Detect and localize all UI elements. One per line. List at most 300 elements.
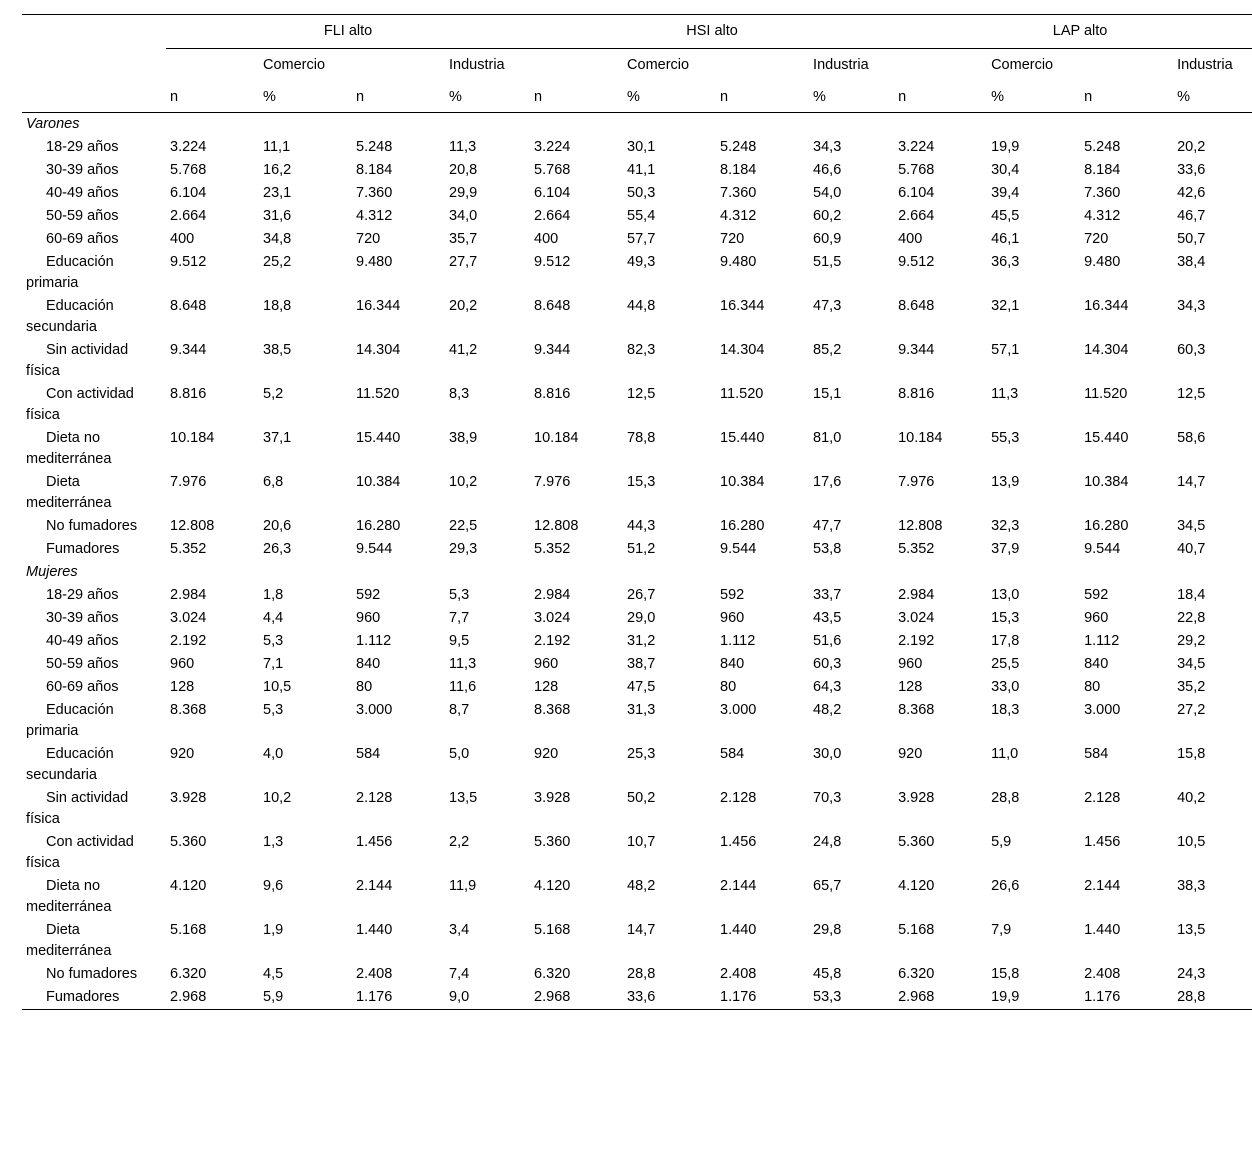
table-row	[22, 676, 1252, 699]
row-label	[22, 919, 166, 963]
table-cell: 2.408	[356, 966, 393, 982]
table-cell: 2.192	[534, 633, 571, 649]
row-label	[22, 699, 166, 743]
table-cell: 5,9	[991, 834, 1012, 850]
table-cell: 17,8	[991, 633, 1020, 649]
empty-cell	[809, 113, 894, 137]
table-cell: 29,8	[813, 922, 842, 938]
table-cell: 36,3	[991, 254, 1020, 270]
table-cell: 16.344	[356, 298, 401, 314]
table-cell: 6.320	[170, 966, 207, 982]
header-spacer	[166, 49, 259, 83]
table-cell: 60,9	[813, 231, 842, 247]
row-label	[22, 538, 166, 561]
table-cell: 27,2	[1177, 702, 1206, 718]
table-cell: 2,2	[449, 834, 470, 850]
empty-cell	[352, 113, 445, 137]
table-cell: 3.928	[898, 790, 935, 806]
table-cell: 6,8	[263, 474, 284, 490]
table-cell: 50,7	[1177, 231, 1206, 247]
table-cell: 17,6	[813, 474, 842, 490]
group-header-fli: FLI alto	[166, 15, 530, 49]
table-cell: 16.280	[1084, 518, 1129, 534]
row-label-first: Dieta no	[46, 878, 101, 894]
table-cell: 1.112	[720, 633, 756, 649]
table-cell: 9.480	[720, 254, 757, 270]
table-row	[22, 383, 1252, 427]
table-cell: 41,2	[449, 342, 478, 358]
row-label	[22, 136, 166, 159]
table-cell: 10,5	[263, 679, 292, 695]
table-cell: 38,7	[627, 656, 656, 672]
table-cell: 4.312	[1084, 208, 1121, 224]
header-subgroup-row	[22, 49, 1252, 83]
table-cell: 10.184	[170, 430, 215, 446]
table-cell: 960	[720, 610, 745, 626]
table-cell: 8.816	[898, 386, 935, 402]
column-header: n	[894, 82, 987, 113]
table-cell: 960	[534, 656, 559, 672]
table-cell: 2.192	[170, 633, 207, 649]
column-header: n	[1080, 82, 1173, 113]
table-cell: 40,2	[1177, 790, 1206, 806]
table-cell: 1.456	[720, 834, 757, 850]
table-row	[22, 630, 1252, 653]
data-table	[22, 14, 1252, 1010]
row-label-first: Sin	[46, 342, 67, 358]
row-label	[22, 471, 166, 515]
table-cell: 18,8	[263, 298, 292, 314]
empty-cell	[352, 561, 445, 584]
row-label-first: 60-69 años	[46, 231, 119, 247]
table-cell: 13,5	[449, 790, 478, 806]
table-cell: 5,0	[449, 746, 470, 762]
table-cell: 9.344	[898, 342, 935, 358]
row-label-rest: primaria	[26, 723, 79, 739]
column-header: %	[809, 82, 894, 113]
table-row	[22, 295, 1252, 339]
table-cell: 7,7	[449, 610, 470, 626]
table-cell: 960	[1084, 610, 1109, 626]
table-cell: 920	[170, 746, 195, 762]
table-cell: 15,8	[991, 966, 1020, 982]
column-header: n	[530, 82, 623, 113]
table-row	[22, 515, 1252, 538]
row-label	[22, 205, 166, 228]
table-cell: 3.000	[1084, 702, 1121, 718]
subgroup-header: Industria	[1177, 57, 1233, 73]
table-cell: 51,2	[627, 541, 656, 557]
table-cell: 34,8	[263, 231, 292, 247]
row-label-first: 50-59 años	[46, 656, 119, 672]
row-label-first: No	[46, 518, 65, 534]
row-label-rest: mediterránea	[26, 495, 112, 511]
table-cell: 42,6	[1177, 185, 1206, 201]
column-header: n	[352, 82, 445, 113]
column-header: %	[623, 82, 716, 113]
table-cell: 2.984	[534, 587, 571, 603]
table-cell: 48,2	[627, 878, 656, 894]
table-cell: 9,0	[445, 986, 530, 1010]
table-cell: 8.184	[356, 162, 393, 178]
row-label-first: 40-49 años	[46, 185, 119, 201]
table-cell: 47,7	[813, 518, 842, 534]
table-cell: 55,3	[991, 430, 1020, 446]
table-cell: 14,7	[1177, 474, 1206, 490]
table-row	[22, 159, 1252, 182]
table-cell: 20,8	[449, 162, 478, 178]
table-row	[22, 743, 1252, 787]
table-cell: 25,5	[991, 656, 1020, 672]
table-row	[22, 538, 1252, 561]
table-cell: 49,3	[627, 254, 656, 270]
table-cell: 6.320	[898, 966, 935, 982]
table-cell: 20,6	[263, 518, 292, 534]
table-cell: 7.360	[720, 185, 757, 201]
table-cell: 720	[356, 231, 381, 247]
row-label-first: 40-49 años	[46, 633, 119, 649]
table-cell: 1.456	[1084, 834, 1121, 850]
table-cell: 44,3	[627, 518, 656, 534]
table-cell: 24,8	[813, 834, 842, 850]
table-cell: 11,1	[263, 139, 291, 155]
table-cell: 5,3	[263, 702, 284, 718]
table-cell: 3.928	[534, 790, 571, 806]
table-cell: 7.360	[1084, 185, 1121, 201]
section-row	[22, 113, 1252, 137]
empty-cell	[987, 113, 1080, 137]
table-cell: 8.368	[898, 702, 935, 718]
row-label	[22, 228, 166, 251]
table-cell: 10.384	[720, 474, 765, 490]
table-cell: 9.344	[170, 342, 207, 358]
table-cell: 43,5	[813, 610, 842, 626]
table-row	[22, 986, 1252, 1010]
table-cell: 3,4	[449, 922, 470, 938]
row-label	[22, 182, 166, 205]
table-cell: 25,2	[263, 254, 292, 270]
table-cell: 15,8	[1177, 746, 1206, 762]
table-cell: 6.104	[534, 185, 571, 201]
row-label	[22, 831, 166, 875]
row-label-first: 60-69 años	[46, 679, 119, 695]
table-cell: 4.120	[898, 878, 935, 894]
table-cell: 13,5	[1177, 922, 1206, 938]
column-header: %	[987, 82, 1080, 113]
table-cell: 26,7	[627, 587, 656, 603]
empty-cell	[530, 561, 623, 584]
table-cell: 8.648	[534, 298, 571, 314]
table-cell: 60,3	[813, 656, 842, 672]
table-cell: 4.312	[356, 208, 393, 224]
table-cell: 8.648	[170, 298, 207, 314]
table-cell: 8.368	[170, 702, 207, 718]
table-cell: 10,2	[263, 790, 292, 806]
row-label	[22, 787, 166, 831]
table-cell: 4,0	[263, 746, 284, 762]
row-label-first: Educación	[46, 746, 114, 762]
table-cell: 14.304	[1084, 342, 1129, 358]
table-cell: 53,3	[809, 986, 894, 1010]
table-cell: 32,1	[991, 298, 1020, 314]
table-cell: 5.768	[534, 162, 571, 178]
table-cell: 2.984	[170, 587, 207, 603]
empty-cell	[1080, 561, 1173, 584]
table-cell: 11,9	[449, 878, 477, 894]
table-row	[22, 607, 1252, 630]
row-label-rest: actividad física	[26, 790, 129, 827]
table-cell: 11,3	[449, 139, 477, 155]
table-cell: 4.120	[170, 878, 207, 894]
table-cell: 10,2	[449, 474, 478, 490]
section-title: Mujeres	[26, 564, 78, 580]
table-cell: 1.440	[356, 922, 393, 938]
table-cell: 2.128	[356, 790, 393, 806]
table-cell: 16.344	[1084, 298, 1129, 314]
table-cell: 15,3	[627, 474, 656, 490]
table-cell: 24,3	[1177, 966, 1206, 982]
table-cell: 584	[1084, 746, 1109, 762]
row-label	[22, 875, 166, 919]
table-cell: 720	[720, 231, 745, 247]
table-cell: 80	[356, 679, 373, 695]
table-cell: 3.000	[720, 702, 757, 718]
table-cell: 8.368	[534, 702, 571, 718]
row-label	[22, 584, 166, 607]
table-cell: 9,5	[449, 633, 470, 649]
table-cell: 840	[720, 656, 745, 672]
table-cell: 9.544	[720, 541, 757, 557]
row-label	[22, 676, 166, 699]
empty-cell	[445, 113, 530, 137]
table-cell: 33,6	[1177, 162, 1206, 178]
table-cell: 960	[170, 656, 195, 672]
table-cell: 32,3	[991, 518, 1020, 534]
table-cell: 46,7	[1177, 208, 1206, 224]
table-row	[22, 875, 1252, 919]
table-cell: 11,3	[449, 656, 477, 672]
table-cell: 9.480	[1084, 254, 1121, 270]
table-cell: 29,2	[1177, 633, 1206, 649]
table-cell: 30,1	[627, 139, 656, 155]
table-cell: 38,9	[449, 430, 478, 446]
table-cell: 60,3	[1177, 342, 1206, 358]
row-label-rest: mediterránea	[26, 899, 112, 915]
table-cell: 7.360	[356, 185, 393, 201]
table-cell: 5.360	[170, 834, 207, 850]
table-cell: 15.440	[1084, 430, 1129, 446]
table-row	[22, 584, 1252, 607]
table-header	[22, 15, 1252, 113]
table-cell: 1.456	[356, 834, 393, 850]
table-cell: 16.280	[720, 518, 765, 534]
table-cell: 3.224	[898, 139, 935, 155]
table-cell: 4.120	[534, 878, 571, 894]
table-cell: 9.544	[356, 541, 393, 557]
row-label-rest: mediterránea	[26, 943, 112, 959]
table-cell: 2.144	[720, 878, 757, 894]
row-label-first: Educación	[46, 254, 114, 270]
row-label	[22, 251, 166, 295]
row-label	[22, 630, 166, 653]
table-cell: 13,0	[991, 587, 1020, 603]
table-cell: 34,3	[813, 139, 842, 155]
table-cell: 46,1	[991, 231, 1020, 247]
header-corner-2	[22, 49, 166, 83]
table-cell: 7.976	[170, 474, 207, 490]
table-cell: 9,6	[263, 878, 284, 894]
row-label-rest: actividad física	[26, 834, 134, 871]
table-cell: 7,1	[263, 656, 284, 672]
table-cell: 3.928	[170, 790, 207, 806]
table-cell: 4,4	[263, 610, 284, 626]
table-cell: 45,8	[813, 966, 842, 982]
table-cell: 3.024	[898, 610, 935, 626]
empty-cell	[259, 113, 352, 137]
row-label	[22, 743, 166, 787]
table-cell: 592	[1084, 587, 1109, 603]
table-cell: 9.512	[170, 254, 207, 270]
table-cell: 11.520	[720, 386, 764, 402]
empty-cell	[809, 561, 894, 584]
table-cell: 5,9	[259, 986, 352, 1010]
table-cell: 22,8	[1177, 610, 1206, 626]
empty-cell	[530, 113, 623, 137]
column-header: n	[716, 82, 809, 113]
row-label-rest: actividad física	[26, 342, 129, 379]
table-cell: 12,5	[1177, 386, 1206, 402]
header-column-row	[22, 82, 1252, 113]
table-cell: 25,3	[627, 746, 656, 762]
row-label-first: Con	[46, 834, 73, 850]
empty-cell	[716, 113, 809, 137]
table-cell: 29,9	[449, 185, 478, 201]
section-row	[22, 561, 1252, 584]
table-cell: 6.320	[534, 966, 571, 982]
table-cell: 584	[720, 746, 745, 762]
table-row	[22, 831, 1252, 875]
table-cell: 3.000	[356, 702, 393, 718]
table-cell: 5.168	[534, 922, 571, 938]
table-cell: 840	[1084, 656, 1109, 672]
empty-cell	[1173, 561, 1252, 584]
table-cell: 5.168	[170, 922, 207, 938]
empty-cell	[623, 113, 716, 137]
table-cell: 85,2	[813, 342, 842, 358]
table-cell: 20,2	[449, 298, 478, 314]
table-cell: 30,0	[813, 746, 842, 762]
table-cell: 5.768	[898, 162, 935, 178]
table-cell: 19,9	[991, 139, 1020, 155]
table-cell: 26,3	[263, 541, 292, 557]
table-cell: 2.968	[894, 986, 987, 1010]
table-cell: 16,2	[263, 162, 292, 178]
table-cell: 34,5	[1177, 656, 1206, 672]
row-label-first: 30-39 años	[46, 162, 119, 178]
table-cell: 9.344	[534, 342, 571, 358]
table-cell: 1,9	[263, 922, 284, 938]
row-label	[22, 339, 166, 383]
table-cell: 47,3	[813, 298, 842, 314]
table-cell: 1.176	[1080, 986, 1173, 1010]
row-label	[22, 986, 166, 1010]
table-cell: 16.344	[720, 298, 765, 314]
table-cell: 5.360	[534, 834, 571, 850]
table-cell: 31,6	[263, 208, 292, 224]
table-row	[22, 205, 1252, 228]
table-cell: 7.976	[898, 474, 935, 490]
table-cell: 51,5	[813, 254, 842, 270]
table-cell: 8.648	[898, 298, 935, 314]
row-label-rest: secundaria	[26, 319, 97, 335]
table-cell: 2.968	[530, 986, 623, 1010]
row-label-rest: actividad física	[26, 386, 134, 423]
table-cell: 840	[356, 656, 381, 672]
table-cell: 39,4	[991, 185, 1020, 201]
subgroup-header: Comercio	[991, 57, 1054, 73]
empty-cell	[623, 561, 716, 584]
table-cell: 10.384	[1084, 474, 1129, 490]
row-label-first: Sin	[46, 790, 67, 806]
table-cell: 14,7	[627, 922, 656, 938]
row-label	[22, 383, 166, 427]
table-cell: 78,8	[627, 430, 656, 446]
table-cell: 8,3	[449, 386, 470, 402]
table-cell: 7,9	[991, 922, 1012, 938]
table-cell: 82,3	[627, 342, 656, 358]
table-cell: 11,6	[449, 679, 477, 695]
empty-cell	[894, 561, 987, 584]
table-cell: 1,3	[263, 834, 284, 850]
table-cell: 8.816	[170, 386, 207, 402]
table-row	[22, 653, 1252, 676]
table-cell: 12.808	[898, 518, 943, 534]
table-cell: 8.816	[534, 386, 571, 402]
table-cell: 20,2	[1177, 139, 1206, 155]
empty-cell	[716, 561, 809, 584]
table-cell: 55,4	[627, 208, 656, 224]
table-cell: 1,8	[263, 587, 284, 603]
table-row	[22, 427, 1252, 471]
table-cell: 960	[356, 610, 381, 626]
row-label-rest: secundaria	[26, 767, 97, 783]
table-cell: 6.104	[898, 185, 935, 201]
row-label	[22, 963, 166, 986]
table-cell: 11,0	[991, 746, 1019, 762]
table-cell: 9.512	[534, 254, 571, 270]
table-cell: 23,1	[263, 185, 292, 201]
table-cell: 34,0	[449, 208, 478, 224]
table-cell: 128	[170, 679, 195, 695]
empty-cell	[1080, 113, 1173, 137]
table-cell: 6.104	[170, 185, 207, 201]
row-label-first: Fumadores	[46, 541, 120, 557]
column-header: %	[1173, 82, 1252, 113]
table-cell: 9.480	[356, 254, 393, 270]
table-cell: 41,1	[627, 162, 656, 178]
table-cell: 7,4	[449, 966, 470, 982]
table-cell: 28,8	[1173, 986, 1252, 1010]
table-cell: 10.184	[534, 430, 579, 446]
table-cell: 12,5	[627, 386, 656, 402]
table-cell: 5.168	[898, 922, 935, 938]
table-cell: 38,5	[263, 342, 292, 358]
subgroup-header: Comercio	[627, 57, 690, 73]
table-cell: 5.248	[356, 139, 393, 155]
table-cell: 14.304	[356, 342, 401, 358]
table-cell: 11.520	[356, 386, 400, 402]
table-row	[22, 699, 1252, 743]
